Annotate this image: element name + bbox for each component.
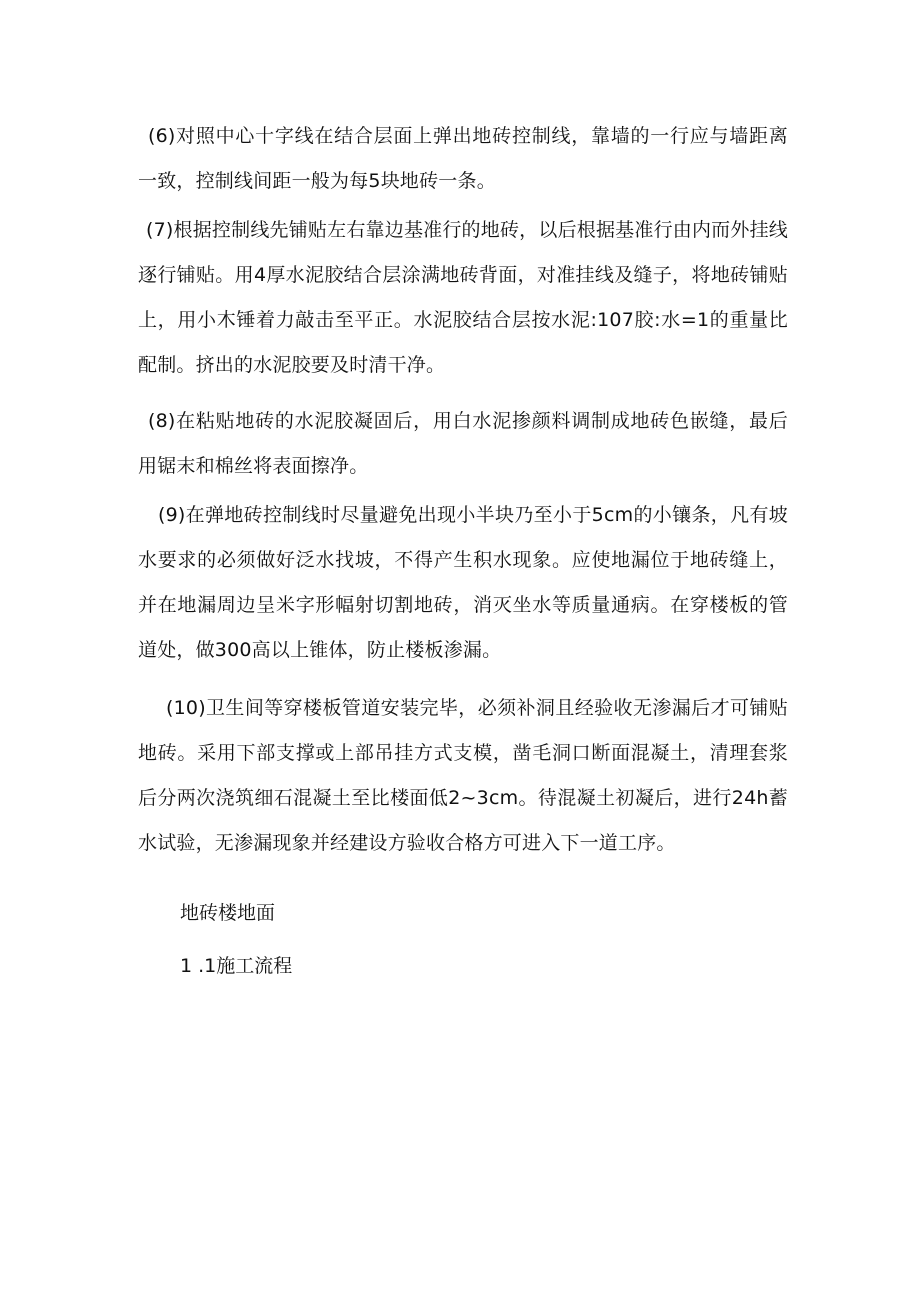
subsection-title: 1 .1施工流程: [180, 955, 293, 977]
paragraph-step-9: (9)在弹地砖控制线时尽量避免出现小半块乃至小于5cm的小镶条，凡有坡水要求的必须做好泛水找坡，不得产生积水现象。应使地漏位于地砖缝上，并在地漏周边呈米字形幅射切割地砖，消灭坐水等质量通病。在穿楼板的管道处，做300高以上锥体，防止楼板渗漏。: [138, 504, 788, 661]
section-title: 地砖楼地面: [180, 902, 276, 924]
paragraph-step-10: (10)卫生间等穿楼板管道安装完毕，必须补洞且经验收无渗漏后才可铺贴地砖。采用下部支撑或上部吊挂方式支模，凿毛洞口断面混凝土，清理套浆后分两次浇筑细石混凝土至比楼面低2~3cm。待混凝土初凝后，进行24h蓄水试验，无渗漏现象并经建设方验收合格方可进入下一道工序。: [138, 697, 788, 854]
paragraph-step-7: (7)根据控制线先铺贴左右靠边基准行的地砖，以后根据基准行由内而外挂线逐行铺贴。用4厚水泥胶结合层涂满地砖背面，对准挂线及缝子，将地砖铺贴上，用小木锤着力敲击至平正。水泥胶结合层按水泥:107胶:水=1的重量比配制。挤出的水泥胶要及时清干净。: [138, 219, 788, 376]
paragraph-step-8: (8)在粘贴地砖的水泥胶凝固后，用白水泥掺颜料调制成地砖色嵌缝，最后用锯末和棉丝将表面擦净。: [138, 410, 788, 477]
paragraph-step-6: (6)对照中心十字线在结合层面上弹出地砖控制线，靠墙的一行应与墙距离一致，控制线间距一般为每5块地砖一条。: [138, 125, 788, 192]
